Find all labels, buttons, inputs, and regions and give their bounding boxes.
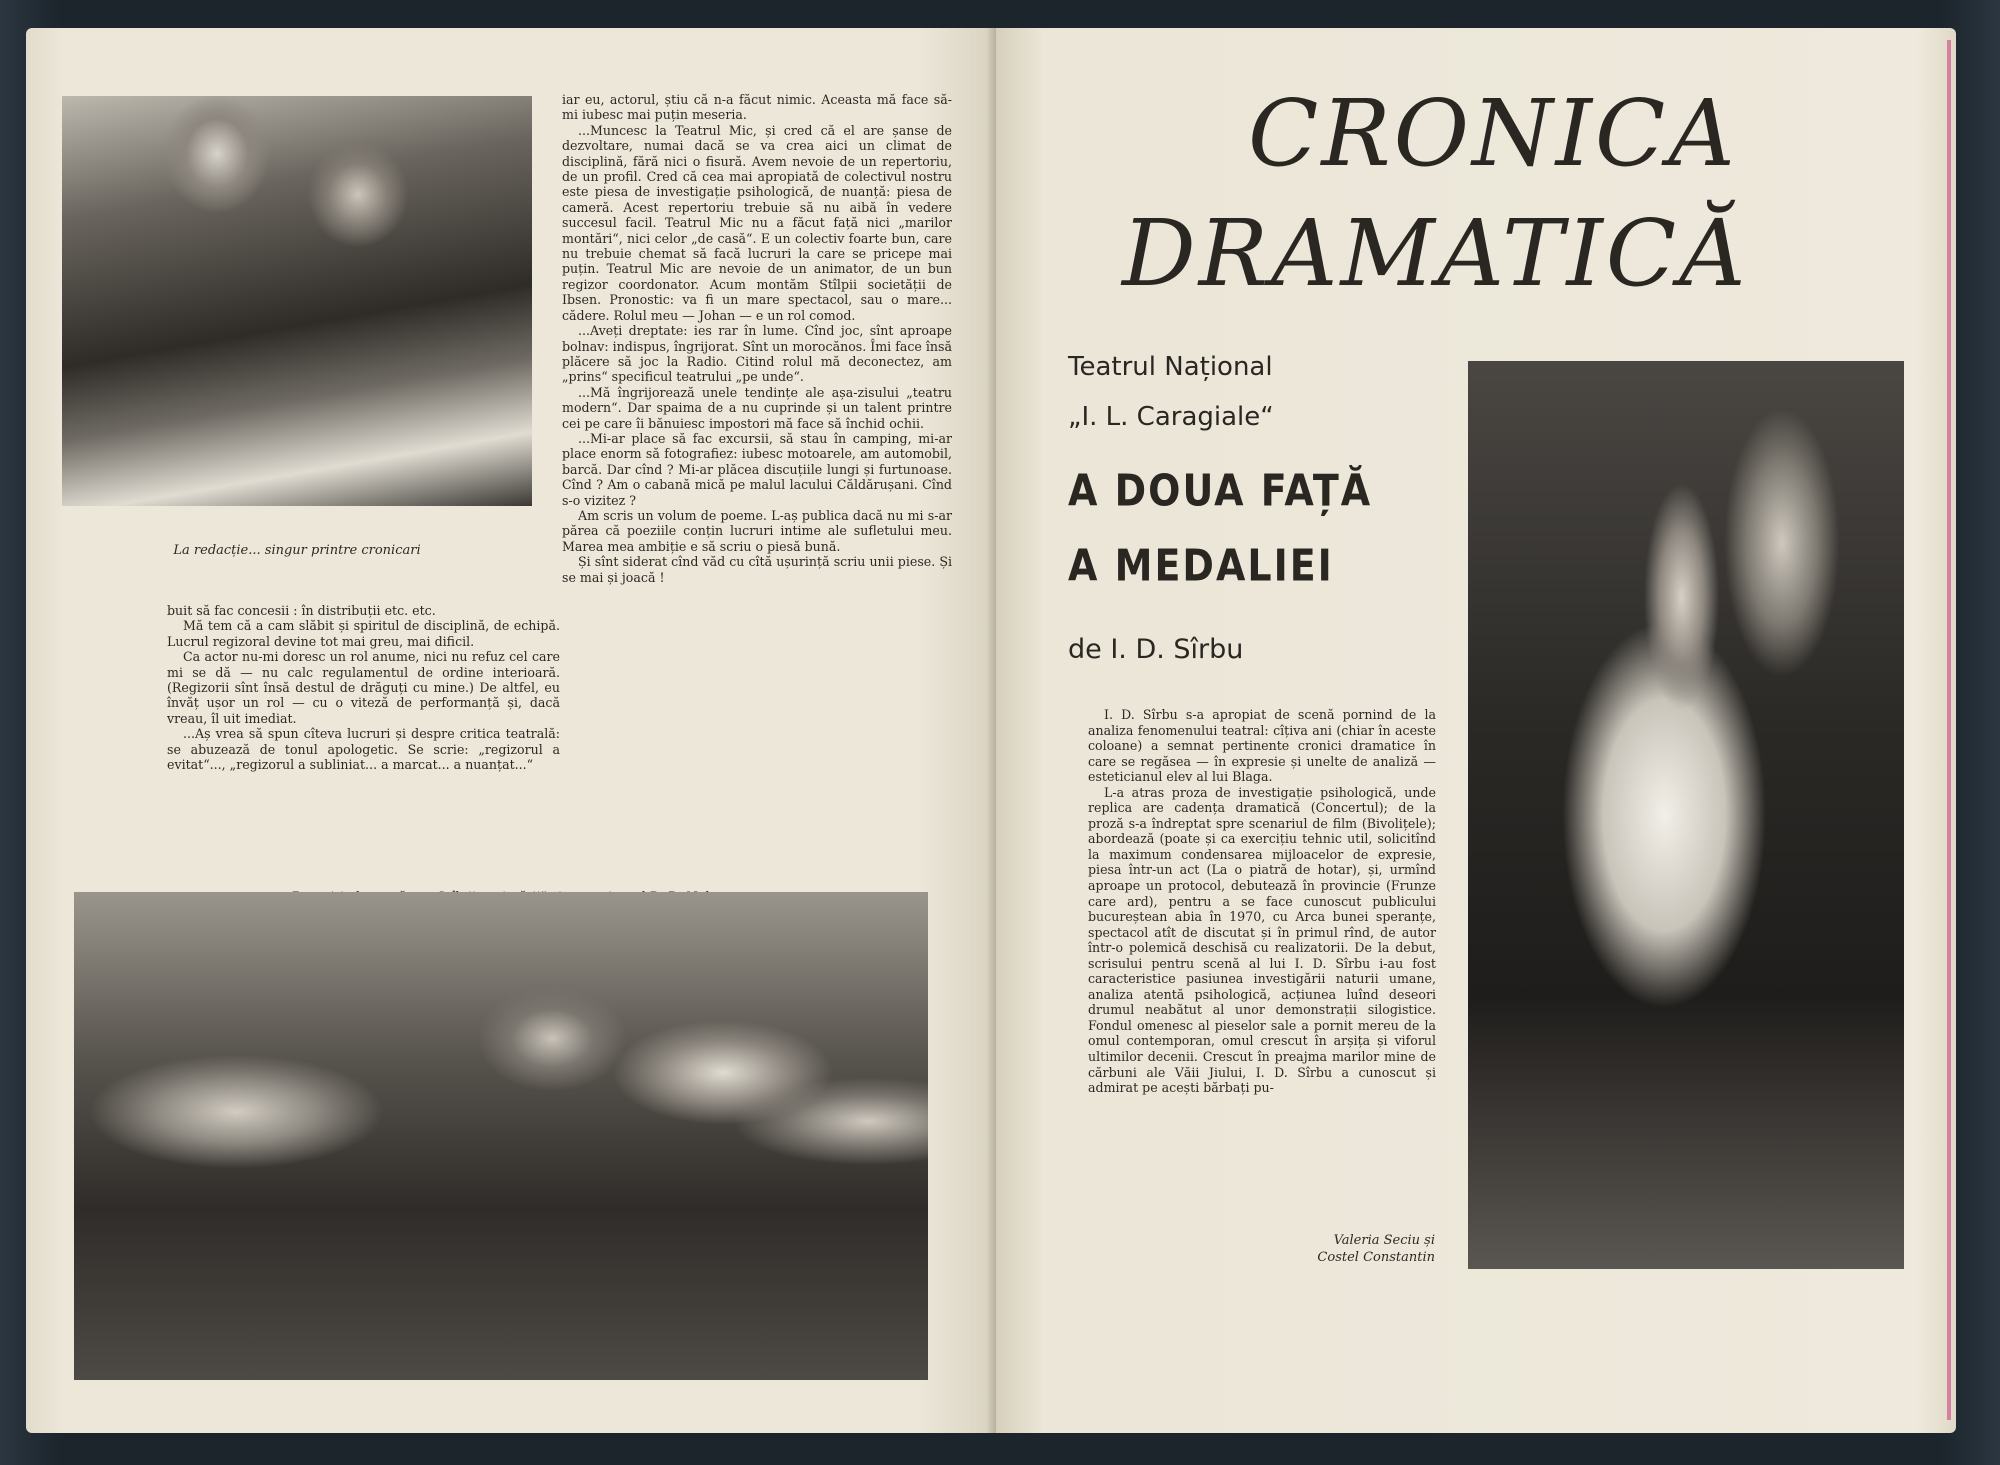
photo-credit xyxy=(1290,1232,1435,1266)
paragraph: Mă tem că a cam slăbit și spiritul de disciplină, de echipă. Lucrul regizoral devine tot mai greu, mai dificil. xyxy=(167,618,560,649)
section-title-line2: DRAMATICĂ xyxy=(1122,200,1749,307)
paragraph: ...Mă îngrijorează unele tendințe ale așa-zisului „teatru modern“. Dar spaima de a nu cuprinde și un talent printre cei pe care îi bănuiesc impostori mă face să închid ochii. xyxy=(562,384,952,431)
paragraph: ...Aveți dreptate: ies rar în lume. Cînd joc, sînt aproape bolnav: indispus, îngrijorat. Sînt un morocănos. Îmi face însă plăcere să joc la Radio. Citind rolul mă deconectez, am „prins“ specificul teatrului „pe unde“. xyxy=(562,323,952,385)
paragraph: buit să fac concesii : în distribuții etc. etc. xyxy=(167,603,436,618)
photo-actors-embrace xyxy=(1468,361,1904,1269)
paragraph: ...Mi-ar place să fac excursii, să stau în camping, mi-ar place enorm să fotografiez: iubesc motoarele, am automobil, barcă. Dar cînd ? Mi-ar plăcea discuțiile lungi și furtunoase. Cînd ? Am o cabană mică pe malul lacului Căldărușani. Cînd s-o vizitez ? xyxy=(562,430,952,508)
photo-credit-line2: Costel Constantin xyxy=(1317,1250,1435,1265)
play-title-line1: A DOUA FAȚĂ xyxy=(1068,465,1373,516)
paragraph: L-a atras proza de investigație psihologică, unde replica are cadența dramatică (Concertul); de la proză s-a îndreptat spre scenariul de film (Bivolițele); abordează (poate și ca exercițiu tehnic util, solicitînd la maximum condensarea mijloacelor de expresie, piesa într-un act (La o piatră de hotar), și, urmînd aproape un protocol, debutează în provincie (Frunze care ard), pentru a se face cunoscut publicului bucureștean abia în 1970, cu Arca bunei speranțe, spectacol atît de discutat și în primul rînd, de autor într-o polemică deschisă cu realizatorii. De la debut, scrisului pentru scenă al lui I. D. Sîrbu i-au fost caracteristice pasiunea investigării naturii umane, analiza atentă psihologică, acțiunea luînd deseori drumul neabătut al unor demonstrații silogistice. Fondul omenesc al pieselor sale a pornit mereu de la omul contemporan, omul crescut în arșița și viforul ultimilor decenii. Crescut în preajma marilor mine de cărbuni ale Văii Jiului, I. D. Sîrbu a cunoscut și admirat pe acești bărbați pu- xyxy=(1088,784,1436,1096)
play-title-line2: A MEDALIEI xyxy=(1068,540,1334,591)
theatre-name-line1: Teatrul Național xyxy=(1068,352,1273,382)
text-column-right xyxy=(562,92,952,585)
photo-caption-top: La redacție... singur printre cronicari xyxy=(173,543,421,558)
section-title-line1: CRONICA xyxy=(1248,80,1738,187)
author-byline: de I. D. Sîrbu xyxy=(1068,634,1244,665)
review-text xyxy=(1088,707,1436,1096)
photo-newspaper-reading xyxy=(62,96,532,506)
paragraph: iar eu, actorul, știu că n-a făcut nimic. Aceasta mă face să-mi iubesc mai puțin meseria. xyxy=(562,92,952,123)
left-page xyxy=(26,28,996,1433)
photo-credit-line1: Valeria Seciu și xyxy=(1333,1233,1435,1248)
text-column-left xyxy=(167,603,560,772)
theatre-name-line2: „I. L. Caragiale“ xyxy=(1068,402,1274,432)
paragraph: Am scris un volum de poeme. L-aș publica dacă nu mi s-ar părea că poeziile conțin lucruri intime ale sufletului meu. Marea mea ambiție e să scriu o piesă bună. xyxy=(562,507,952,554)
paragraph: ...Muncesc la Teatrul Mic, și cred că el are șanse de dezvoltare, numai dacă se va crea aici un climat de disciplină, fără nici o fisură. Avem nevoie de un repertoriu, de un profil. Cred că cea mai apropiată de colectivul nostru este piesa de investigație psihologică, de nuanță: piesa de cameră. Acest repertoriu trebuie să nu aibă în vedere succesul facil. Teatrul Mic nu a făcut față nici „marilor montări“, nici celor „de casă“. E un colectiv foarte bun, care nu trebuie chemat să facă lucruri la care se pricepe mai puțin. Teatrul Mic are nevoie de un animator, de un bun regizor coordonator. Acum montăm Stîlpii societății de Ibsen. Pronostic: va fi un mare spectacol, sau o mare... cădere. Rolul meu — Johan — e un rol comod. xyxy=(562,122,952,323)
paragraph: I. D. Sîrbu s-a apropiat de scenă pornind de la analiza fenomenului teatral: cîțiva ani (chiar în aceste coloane) a semnat pertinente cronici dramatice în care se regăsea — în expresie și unelte de analiză — esteticianul elev al lui Blaga. xyxy=(1088,707,1436,785)
photo-rehearsal xyxy=(74,892,928,1380)
bookmark-edge xyxy=(1947,40,1951,1420)
paragraph: Și sînt siderat cînd văd cu cîtă ușurință scriu unii piese. Și se mai și joacă ! xyxy=(562,554,952,585)
paragraph: ...Aș vrea să spun cîteva lucruri și despre critica teatrală: se abuzează de tonul apologetic. Se scrie: „regizorul a evitat“..., „regizorul a subliniat... a marcat... a nuanțat...“ xyxy=(167,726,560,773)
paragraph: Ca actor nu-mi doresc un rol anume, nici nu refuz cel care mi se dă — nu calc regulamentul de ordine interioară. (Regizorii sînt însă destul de drăguți cu mine.) De altfel, eu învăț ușor un rol — cu o viteză de performanță și, dacă vreau, îl uit imediat. xyxy=(167,649,560,726)
